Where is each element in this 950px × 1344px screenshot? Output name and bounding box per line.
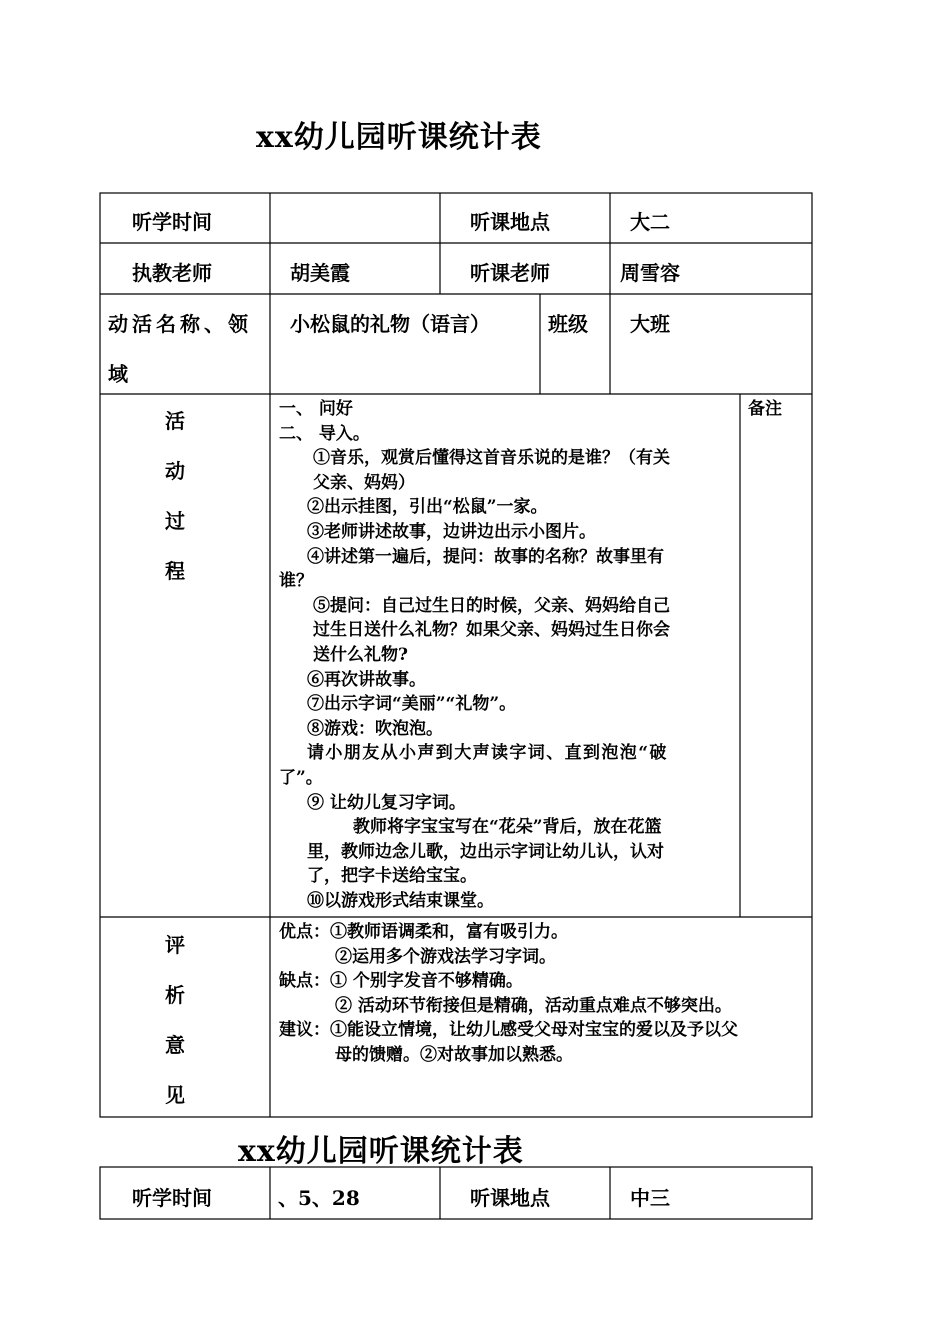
listen-place-label: 听课地点: [470, 210, 550, 234]
process-line: ②出示挂图，引出“松鼠”一家。: [307, 497, 548, 518]
activity-name-label-cont: 域: [108, 362, 128, 386]
analysis-line: 缺点：① 个别字发音不够精确。: [279, 971, 523, 992]
process-line: 过生日送什么礼物？如果父亲、妈妈过生日你会: [313, 620, 670, 641]
teaching-teacher-label: 执教老师: [132, 261, 212, 285]
process-line: ③老师讲述故事，边讲边出示小图片。: [307, 521, 596, 542]
listen-place-value-2: 中三: [630, 1186, 670, 1210]
listen-time-value-2: 、5、28: [278, 1186, 360, 1210]
process-line: ⑧游戏：吹泡泡。: [307, 718, 443, 739]
analysis-line: 母的馈赠。②对故事加以熟悉。: [335, 1044, 573, 1065]
listen-place-value: 大二: [630, 210, 670, 234]
analysis-line: ② 活动环节衔接但是精确，活动重点难点不够突出。: [335, 995, 732, 1016]
process-content: [279, 397, 735, 913]
process-line: ⑩以游戏形式结束课堂。: [307, 890, 494, 911]
process-line: 父亲、妈妈）: [313, 472, 415, 493]
page-title-2: xx幼儿园听课统计表: [238, 1134, 524, 1169]
activity-name-label: 动活名称、领: [108, 312, 252, 336]
process-label: 活 动 过 程: [165, 409, 185, 583]
analysis-content: [279, 920, 809, 1068]
process-line: 教师将字宝宝写在“花朵”背后，放在花篮: [353, 817, 662, 838]
listen-time-label: 听学时间: [132, 210, 212, 234]
listen-time-label-2: 听学时间: [132, 1186, 212, 1210]
process-line: 二、 导入。: [279, 423, 370, 444]
note-label: 备注: [748, 399, 782, 419]
listen-place-label-2: 听课地点: [470, 1186, 550, 1210]
process-line: 谁？: [279, 571, 313, 592]
page-title: xx幼儿园听课统计表: [256, 120, 542, 155]
process-line: ⑦出示字词“美丽”“礼物”。: [307, 694, 517, 715]
process-line: ⑤提问：自己过生日的时候，父亲、妈妈给自己: [313, 595, 670, 616]
process-line: 一、 问好: [279, 399, 353, 419]
process-line: 送什么礼物?: [313, 644, 408, 665]
process-line: 里，教师边念儿歌，边出示字词让幼儿认，认对: [307, 841, 664, 862]
activity-name-value: 小松鼠的礼物（语言）: [290, 312, 490, 336]
process-line: 了”。: [279, 767, 323, 788]
process-line: 了，把字卡送给宝宝。: [307, 866, 477, 887]
class-label: 班级: [548, 312, 588, 336]
process-line: ⑥再次讲故事。: [307, 669, 426, 690]
process-line: ⑨ 让幼儿复习字词。: [307, 792, 466, 813]
process-line: ④讲述第一遍后，提问：故事的名称？故事里有: [307, 546, 664, 567]
analysis-line: ②运用多个游戏法学习字词。: [335, 946, 556, 967]
process-line: ①音乐，观赏后懂得这首音乐说的是谁？（有关: [313, 448, 670, 469]
teaching-teacher-value: 胡美霞: [290, 261, 350, 285]
analysis-label: 评 析 意 见: [165, 933, 185, 1107]
analysis-line: 建议：①能设立情境，让幼儿感受父母对宝宝的爱以及予以父: [279, 1020, 738, 1041]
analysis-line: 优点：①教师语调柔和，富有吸引力。: [279, 922, 568, 942]
class-value: 大班: [630, 312, 670, 336]
process-line: 请小朋友从小声到大声读字词、直到泡泡“破: [307, 743, 668, 764]
listening-teacher-value: 周雪容: [620, 261, 680, 285]
listening-teacher-label: 听课老师: [470, 261, 550, 285]
